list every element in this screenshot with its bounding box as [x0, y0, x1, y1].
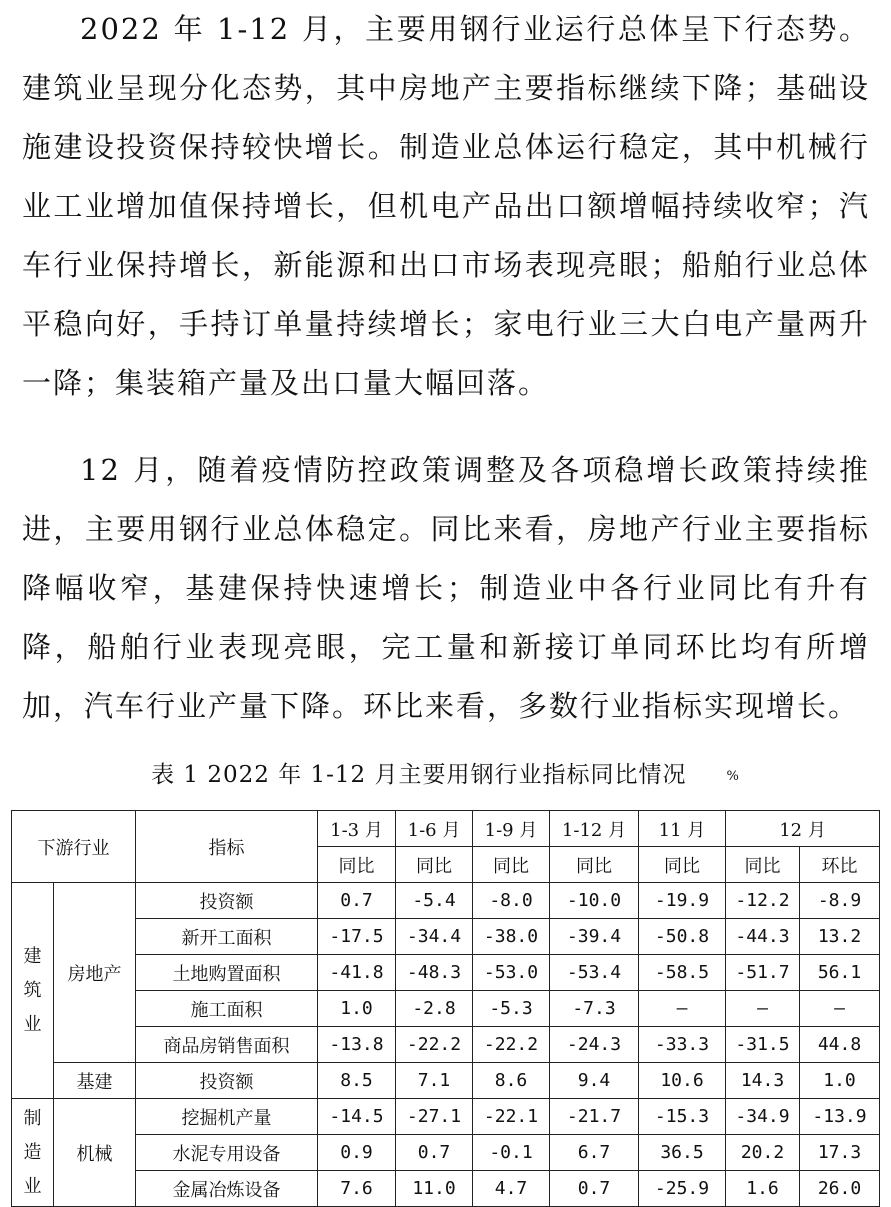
value-cell: -41.8	[318, 955, 396, 991]
value-cell: -13.8	[318, 1027, 396, 1063]
header-sub: 环比	[800, 847, 880, 883]
value-cell: 1.0	[800, 1063, 880, 1099]
table-row	[12, 1135, 880, 1171]
indicator-cell: 商品房销售面积	[136, 1027, 318, 1063]
value-cell: -8.0	[473, 883, 550, 919]
value-cell: -10.0	[550, 883, 639, 919]
table-row	[12, 991, 880, 1027]
value-cell: -33.3	[639, 1027, 726, 1063]
header-period: 1-6 月	[396, 811, 473, 847]
indicator-cell: 投资额	[136, 1063, 318, 1099]
indicator-cell: 金属冶炼设备	[136, 1171, 318, 1207]
value-cell: -48.3	[396, 955, 473, 991]
header-row-periods	[12, 811, 880, 847]
group-manufacturing-label: 制造业	[23, 1107, 42, 1197]
value-cell: -22.2	[473, 1027, 550, 1063]
value-cell: 17.3	[800, 1135, 880, 1171]
table-unit: %	[726, 768, 740, 784]
value-cell: 4.7	[473, 1171, 550, 1207]
value-cell: —	[639, 991, 726, 1027]
header-sub: 同比	[473, 847, 550, 883]
header-industry: 下游行业	[12, 811, 136, 883]
value-cell: 1.6	[726, 1171, 800, 1207]
group-manufacturing	[12, 1099, 54, 1207]
table-row	[12, 1027, 880, 1063]
value-cell: 14.3	[726, 1063, 800, 1099]
indicator-cell: 土地购置面积	[136, 955, 318, 991]
header-period: 12 月	[726, 811, 880, 847]
value-cell: -14.5	[318, 1099, 396, 1135]
table-row	[12, 1099, 880, 1135]
subgroup-machinery: 机械	[54, 1099, 136, 1207]
value-cell: 8.5	[318, 1063, 396, 1099]
value-cell: -2.8	[396, 991, 473, 1027]
table-caption	[0, 756, 891, 789]
value-cell: -39.4	[550, 919, 639, 955]
value-cell: 6.7	[550, 1135, 639, 1171]
table-row	[12, 1063, 880, 1099]
header-sub: 同比	[318, 847, 396, 883]
paragraph-december: 12 月，随着疫情防控政策调整及各项稳增长政策持续推进，主要用钢行业总体稳定。同比来看，房地产行业主要指标降幅收窄，基建保持快速增长；制造业中各行业同比有升有降，船舶行业表现亮眼，完工量和新接订单同环比均有所增加，汽车行业产量下降。环比来看，多数行业指标实现增长。	[22, 453, 870, 723]
value-cell: -22.1	[473, 1099, 550, 1135]
value-cell: —	[800, 991, 880, 1027]
header-period: 1-12 月	[550, 811, 639, 847]
subgroup-infrastructure: 基建	[54, 1063, 136, 1099]
value-cell: -24.3	[550, 1027, 639, 1063]
subgroup-real-estate: 房地产	[54, 883, 136, 1063]
value-cell: -22.2	[396, 1027, 473, 1063]
indicator-cell: 新开工面积	[136, 919, 318, 955]
indicator-cell: 投资额	[136, 883, 318, 919]
value-cell: -5.4	[396, 883, 473, 919]
header-indicator: 指标	[136, 811, 318, 883]
value-cell: 1.0	[318, 991, 396, 1027]
value-cell: -31.5	[726, 1027, 800, 1063]
paragraph-summary: 2022 年 1-12 月，主要用钢行业运行总体呈下行态势。建筑业呈现分化态势，其中房地产主要指标继续下降；基础设施建设投资保持较快增长。制造业总体运行稳定，其中机械行业工业增加值保持增长，但机电产品出口额增幅持续收窄；汽车行业保持增长，新能源和出口市场表现亮眼；船舶行业总体平稳向好，手持订单量持续增长；家电行业三大白电产量两升一降；集装箱产量及出口量大幅回落。	[22, 12, 870, 400]
value-cell: 44.8	[800, 1027, 880, 1063]
value-cell: 7.6	[318, 1171, 396, 1207]
indicator-cell: 挖掘机产量	[136, 1099, 318, 1135]
value-cell: -44.3	[726, 919, 800, 955]
value-cell: -19.9	[639, 883, 726, 919]
header-sub: 同比	[639, 847, 726, 883]
value-cell: 13.2	[800, 919, 880, 955]
value-cell: 7.1	[396, 1063, 473, 1099]
group-construction	[12, 883, 54, 1099]
value-cell: -13.9	[800, 1099, 880, 1135]
value-cell: -34.4	[396, 919, 473, 955]
group-construction-label: 建筑业	[23, 945, 42, 1035]
value-cell: 0.7	[550, 1171, 639, 1207]
value-cell: -50.8	[639, 919, 726, 955]
value-cell: -21.7	[550, 1099, 639, 1135]
header-period: 1-3 月	[318, 811, 396, 847]
value-cell: 26.0	[800, 1171, 880, 1207]
value-cell: 9.4	[550, 1063, 639, 1099]
header-period: 1-9 月	[473, 811, 550, 847]
value-cell: 0.9	[318, 1135, 396, 1171]
value-cell: 10.6	[639, 1063, 726, 1099]
value-cell: -12.2	[726, 883, 800, 919]
indicator-cell: 水泥专用设备	[136, 1135, 318, 1171]
value-cell: -58.5	[639, 955, 726, 991]
value-cell: -53.4	[550, 955, 639, 991]
header-sub: 同比	[550, 847, 639, 883]
header-sub: 同比	[396, 847, 473, 883]
value-cell: -34.9	[726, 1099, 800, 1135]
value-cell: 0.7	[318, 883, 396, 919]
table-caption-text: 表 1 2022 年 1-12 月主要用钢行业指标同比情况	[151, 762, 687, 788]
value-cell: -0.1	[473, 1135, 550, 1171]
value-cell: 20.2	[726, 1135, 800, 1171]
value-cell: -17.5	[318, 919, 396, 955]
value-cell: -38.0	[473, 919, 550, 955]
value-cell: 56.1	[800, 955, 880, 991]
header-period: 11 月	[639, 811, 726, 847]
value-cell: -51.7	[726, 955, 800, 991]
indicator-cell: 施工面积	[136, 991, 318, 1027]
value-cell: -15.3	[639, 1099, 726, 1135]
value-cell: -27.1	[396, 1099, 473, 1135]
value-cell: 8.6	[473, 1063, 550, 1099]
header-sub: 同比	[726, 847, 800, 883]
value-cell: -5.3	[473, 991, 550, 1027]
table-row	[12, 1171, 880, 1207]
value-cell: 0.7	[396, 1135, 473, 1171]
value-cell: -8.9	[800, 883, 880, 919]
table-row	[12, 919, 880, 955]
indicator-table	[11, 810, 880, 1207]
table-row	[12, 883, 880, 919]
value-cell: -53.0	[473, 955, 550, 991]
value-cell: —	[726, 991, 800, 1027]
value-cell: 11.0	[396, 1171, 473, 1207]
value-cell: -25.9	[639, 1171, 726, 1207]
value-cell: -7.3	[550, 991, 639, 1027]
value-cell: 36.5	[639, 1135, 726, 1171]
table-row	[12, 955, 880, 991]
